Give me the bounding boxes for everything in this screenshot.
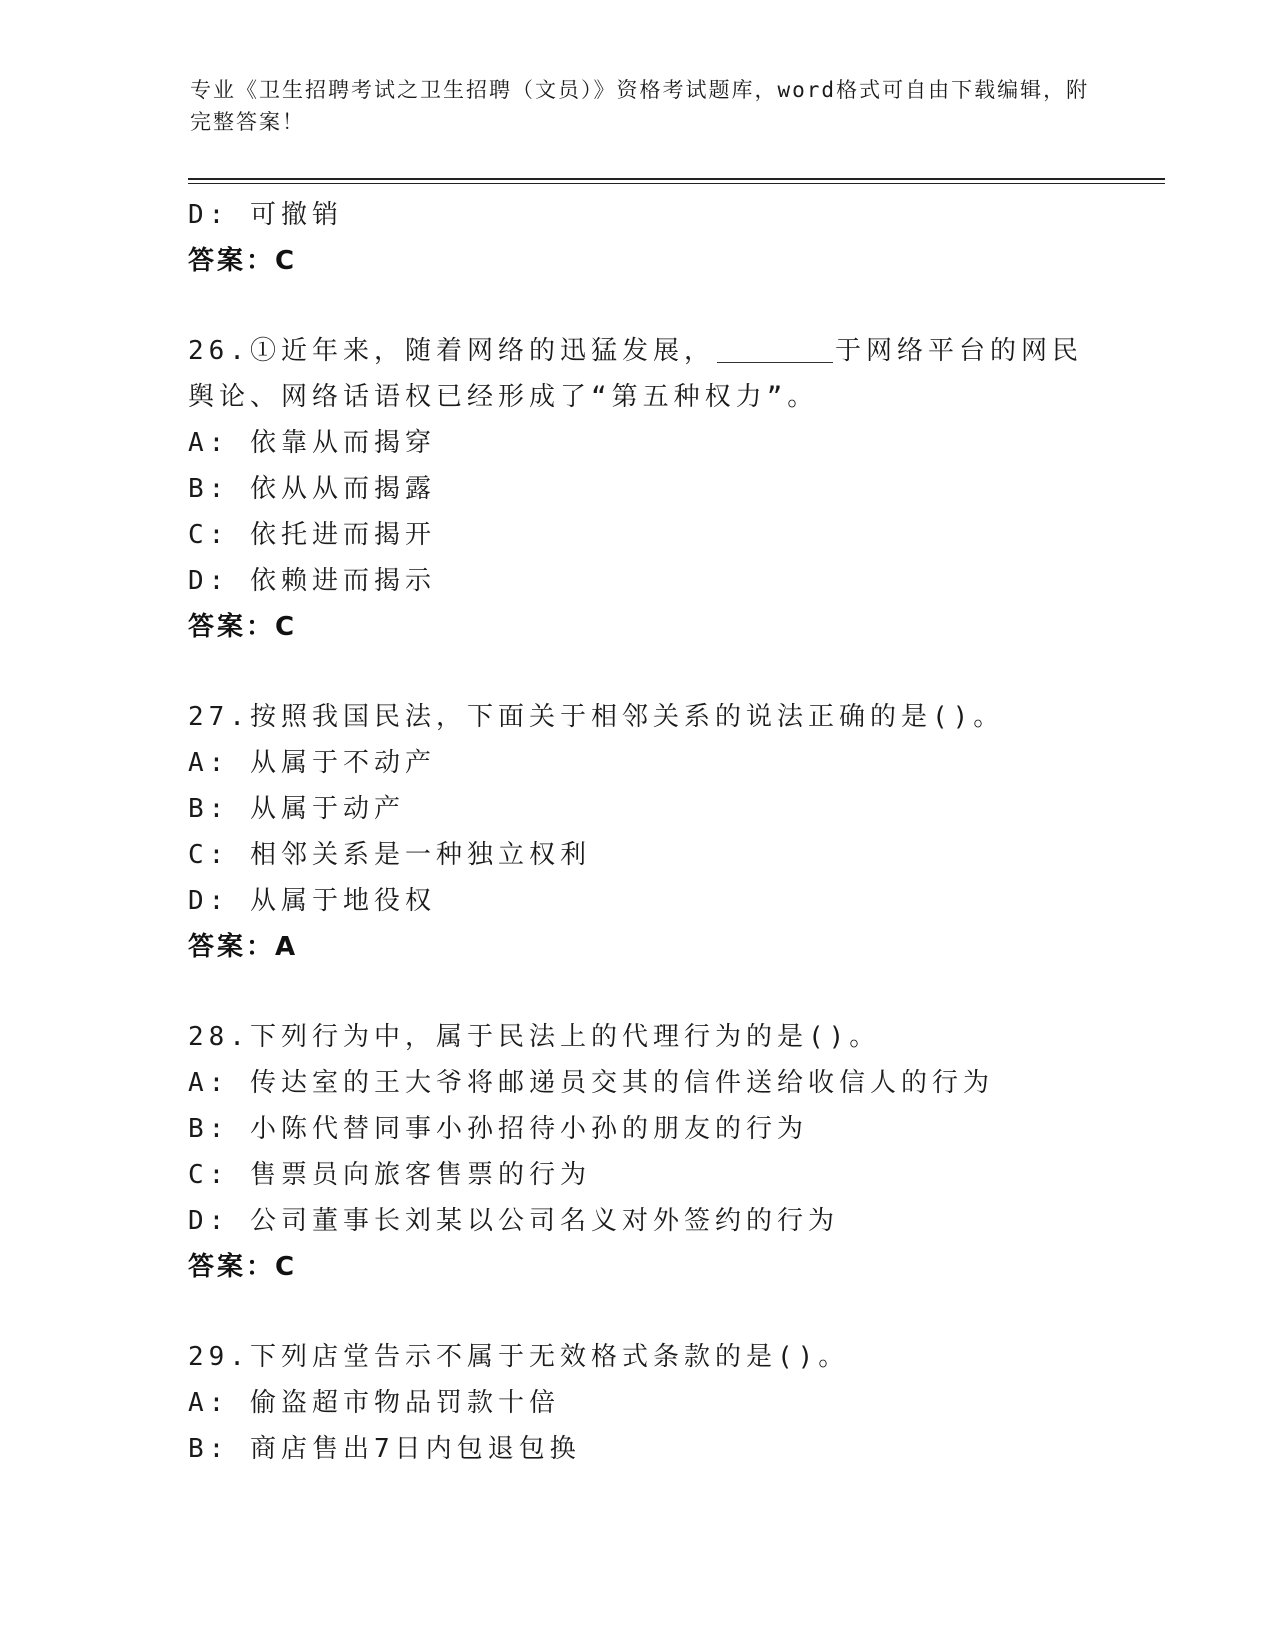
option-c: C: 依托进而揭开	[188, 520, 436, 550]
option-b: B: 依从从而揭露	[188, 474, 436, 504]
option-c: C: 售票员向旅客售票的行为	[188, 1160, 591, 1190]
option-d: D: 从属于地役权	[188, 886, 436, 916]
question-27	[188, 694, 1148, 970]
header-divider	[188, 178, 1165, 184]
answer-label: 答案：C	[188, 246, 298, 276]
question-stem: 29.下列店堂告示不属于无效格式条款的是()。	[188, 1342, 850, 1372]
option-d: D: 可撤销	[188, 200, 343, 230]
option-d: D: 依赖进而揭示	[188, 566, 436, 596]
stem-text-before: 26.①近年来，随着网络的迅猛发展，	[188, 336, 715, 366]
answer-label: 答案：C	[188, 612, 298, 642]
stem-text-after: 于网络平台的网民舆论、网络话语权已经形成了“第五种权力”。	[188, 336, 1083, 412]
option-a: A: 偷盗超市物品罚款十倍	[188, 1388, 560, 1418]
option-b: B: 商店售出7日内包退包换	[188, 1434, 581, 1464]
option-b: B: 从属于动产	[188, 794, 405, 824]
question-28	[188, 1014, 1148, 1290]
fill-blank	[717, 336, 833, 363]
option-a: A: 传达室的王大爷将邮递员交其的信件送给收信人的行为	[188, 1068, 994, 1098]
option-c: C: 相邻关系是一种独立权利	[188, 840, 591, 870]
answer-label: 答案：A	[188, 932, 299, 962]
option-a: A: 依靠从而揭穿	[188, 428, 436, 458]
option-a: A: 从属于不动产	[188, 748, 436, 778]
document-header: 专业《卫生招聘考试之卫生招聘（文员）》资格考试题库，word格式可自由下载编辑，附完整答案！	[190, 78, 1090, 134]
question-stem: 28.下列行为中，属于民法上的代理行为的是()。	[188, 1022, 881, 1052]
option-d: D: 公司董事长刘某以公司名义对外签约的行为	[188, 1206, 839, 1236]
question-29	[188, 1334, 1148, 1472]
option-b: B: 小陈代替同事小孙招待小孙的朋友的行为	[188, 1114, 808, 1144]
question-stem	[188, 328, 1088, 420]
question-list	[188, 192, 1148, 1472]
answer-label: 答案：C	[188, 1252, 298, 1282]
question-26	[188, 328, 1148, 650]
question-25-tail	[188, 192, 1148, 284]
question-stem: 27.按照我国民法，下面关于相邻关系的说法正确的是()。	[188, 702, 1005, 732]
